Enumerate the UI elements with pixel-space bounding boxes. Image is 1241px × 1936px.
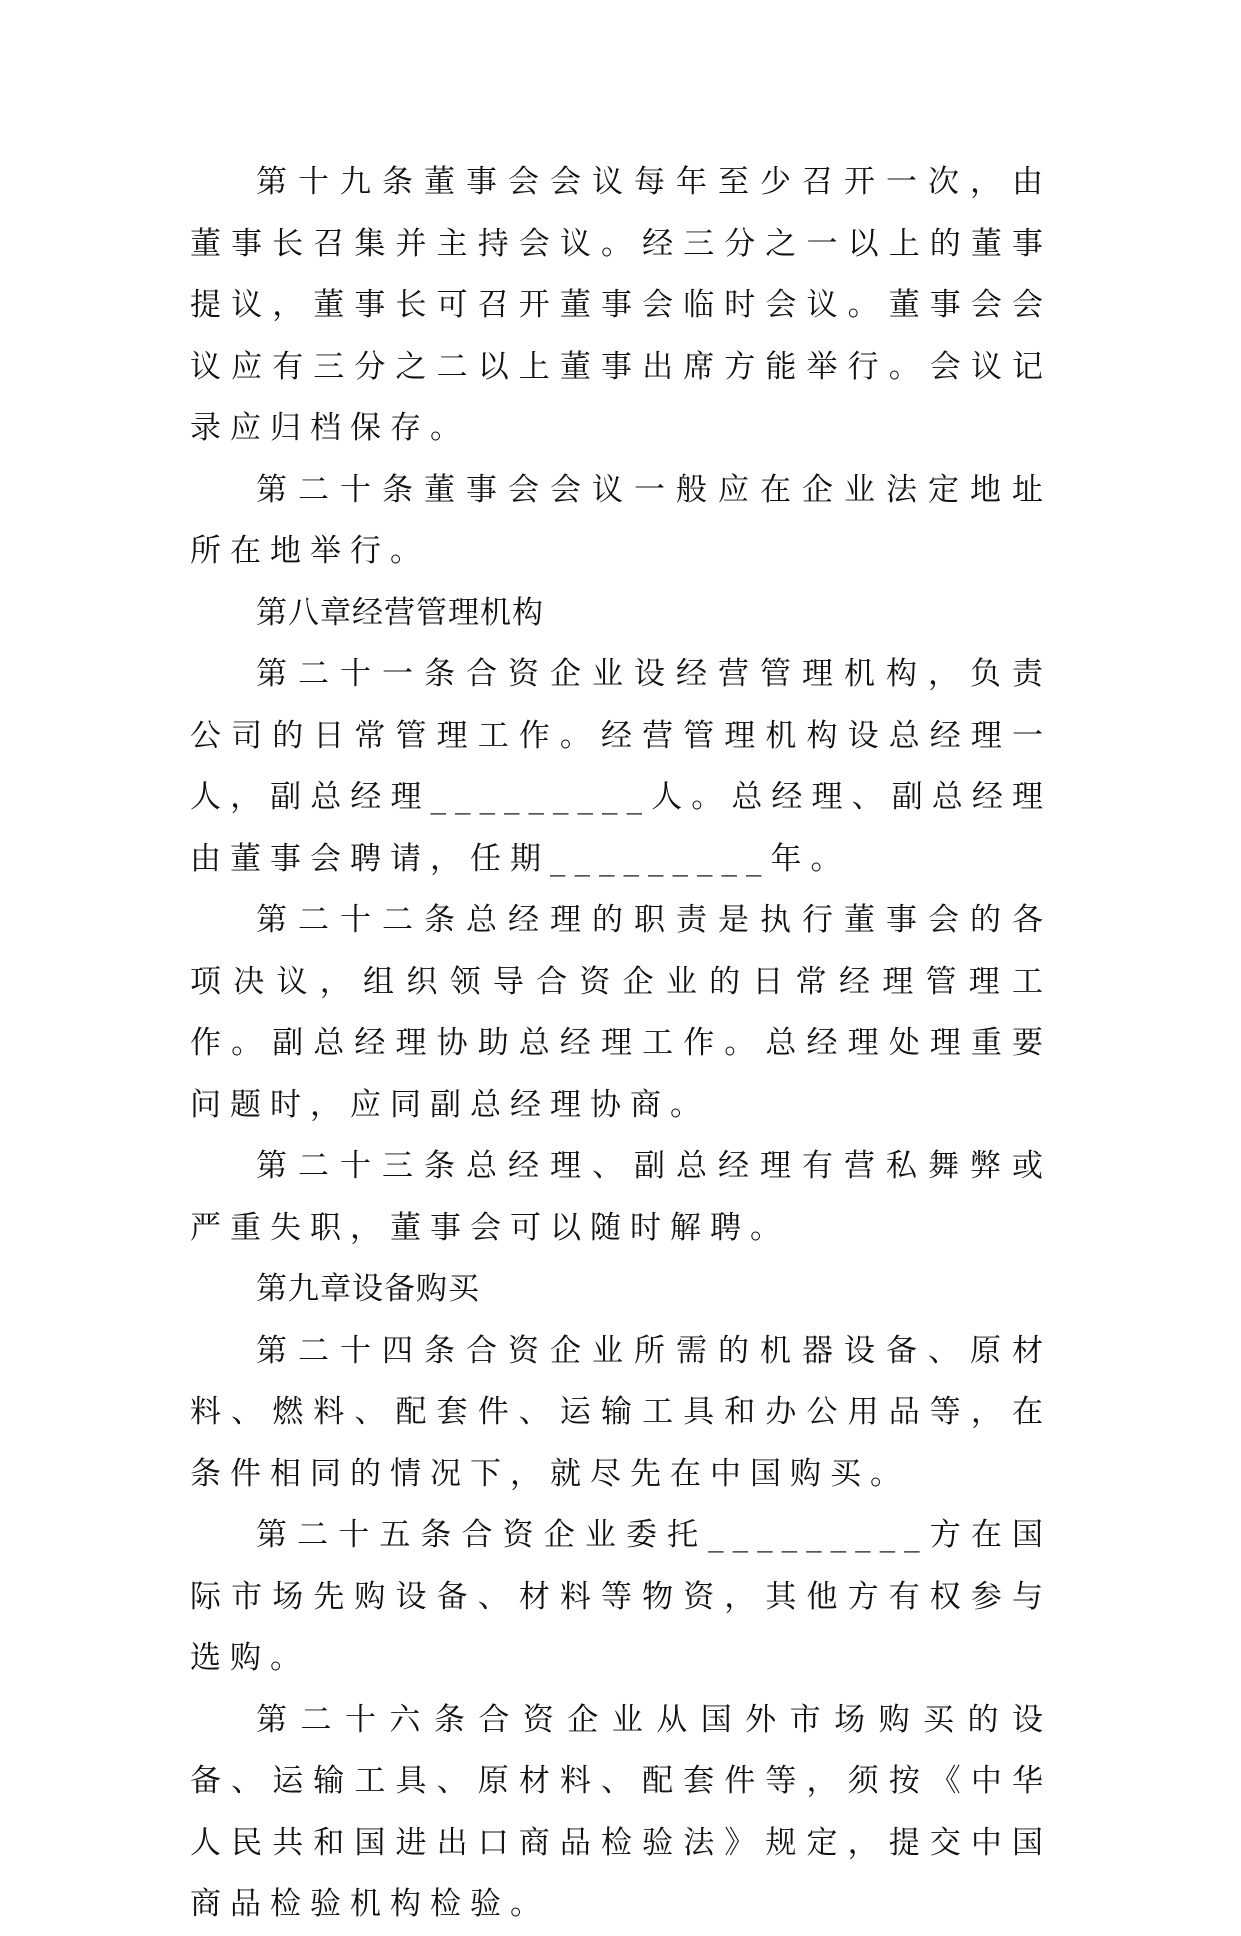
document-page <box>190 152 1052 1936</box>
article-26-paragraph: 第二十六条合资企业从国外市场购买的设备、运输工具、原材料、配套件等，须按《中华人民共和国进出口商品检验法》规定，提交中国商品检验机构检验。 <box>190 1701 1052 1922</box>
article-23-paragraph: 第二十三条总经理、副总经理有营私舞弊或严重失职，董事会可以随时解聘。 <box>190 1148 1052 1246</box>
article-24-paragraph: 第二十四条合资企业所需的机器设备、原材料、燃料、配套件、运输工具和办公用品等，在条件相同的情况下，就尽先在中国购买。 <box>190 1332 1052 1492</box>
article-21-paragraph: 第二十一条合资企业设经营管理机构，负责公司的日常管理工作。经营管理机构设总经理一人，副总经理_________人。总经理、副总经理由董事会聘请，任期_________年。 <box>190 656 1052 877</box>
chapter-8-heading: 第八章经营管理机构 <box>256 594 544 631</box>
article-20-paragraph: 第二十条董事会会议一般应在企业法定地址所在地举行。 <box>190 471 1052 569</box>
article-25-paragraph: 第二十五条合资企业委托_________方在国际市场先购设备、材料等物资，其他方有权参与选购。 <box>190 1517 1052 1676</box>
article-19-paragraph: 第十九条董事会会议每年至少召开一次，由董事长召集并主持会议。经三分之一以上的董事提议，董事长可召开董事会临时会议。董事会会议应有三分之二以上董事出席方能举行。会议记录应归档保存。 <box>190 164 1052 446</box>
article-22-paragraph: 第二十二条总经理的职责是执行董事会的各项决议，组织领导合资企业的日常经理管理工作。副总经理协助总经理工作。总经理处理重要问题时，应同副总经理协商。 <box>190 902 1052 1123</box>
chapter-9-heading: 第九章设备购买 <box>256 1271 480 1307</box>
